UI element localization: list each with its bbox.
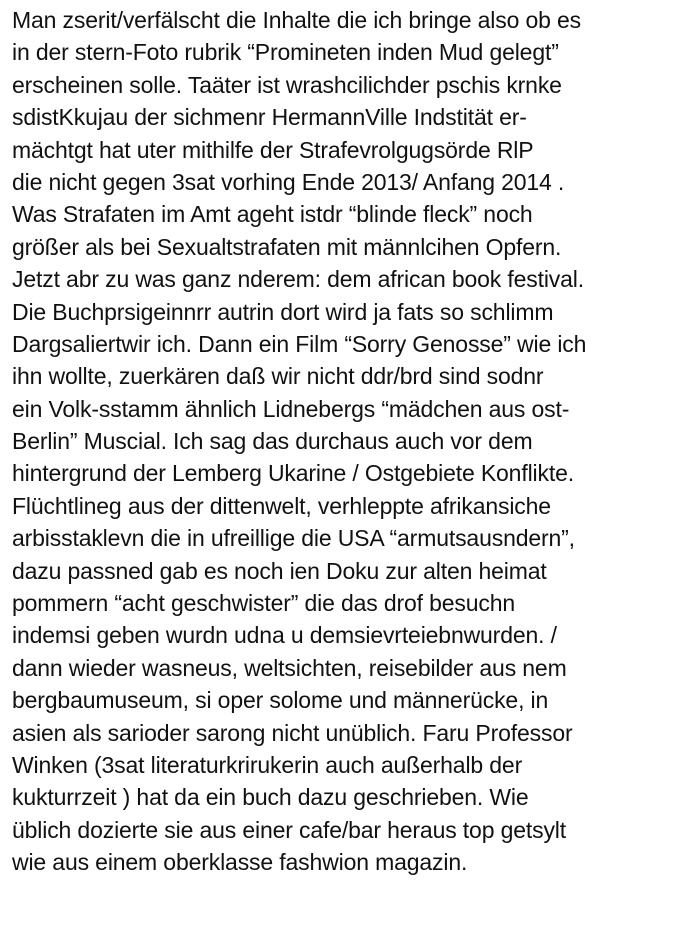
text-line: Berlin” Muscial. Ich sag das durchaus auch vor dem [12, 428, 533, 455]
text-line: Winken (3sat literaturkrirukerin auch außerhalb der [12, 751, 523, 778]
text-line: pommern “acht geschwister” die das drof besuchn [12, 590, 516, 617]
text-line: Man zserit/verfälscht die Inhalte die ich bringe also ob es [12, 7, 582, 33]
text-line: indemsi geben wurdn udna u demsievrteiebnwurden. / [12, 622, 557, 649]
text-line: Was Strafaten im Amt ageht istdr “blinde fleck” noch [12, 201, 533, 228]
text-line: dann wieder wasneus, weltsichten, reisebilder aus nem [12, 654, 567, 681]
text-line: wie aus einem oberklasse fashwion magazin. [12, 849, 468, 876]
text-line: die nicht gegen 3sat vorhing Ende 2013/ Anfang 2014 . [12, 168, 565, 195]
text-line: hintergrund der Lemberg Ukarine / Ostgebiete Konflikte. [12, 460, 574, 487]
text-line: Flüchtlineg aus der dittenwelt, verhleppte afrikansiche [12, 492, 551, 519]
text-line: in der stern-Foto rubrik “Promineten inden Mud gelegt” [12, 39, 559, 66]
text-line: Jetzt abr zu was ganz nderem: dem african book festival. [12, 266, 584, 293]
text-line: ihn wollte, zuerkären daß wir nicht ddr/brd sind sodnr [12, 363, 544, 390]
text-line: sdistKkujau der sichmenr HermannVille Indstität er- [12, 104, 527, 131]
text-line: üblich dozierte sie aus einer cafe/bar heraus top getsylt [12, 816, 566, 843]
text-line: größer als bei Sexualtstrafaten mit männlcihen Opfern. [12, 233, 562, 260]
text-line: bergbaumuseum, si oper solome und männerücke, in [12, 687, 549, 714]
text-line: ein Volk-sstamm ähnlich Lidnebergs “mädchen aus ost- [12, 395, 570, 422]
text-line: erscheinen solle. Taäter ist wrashcilichder pschis krnke [12, 71, 562, 98]
text-line: arbisstaklevn die in ufreillige die USA “armutsausndern”, [12, 525, 575, 552]
text-line: Dargsaliertwir ich. Dann ein Film “Sorry Genosse” wie ich [12, 330, 587, 357]
text-line: mächtgt hat uter mithilfe der Strafevrolgugsörde RlP [12, 136, 534, 163]
text-line: asien als sarioder sarong nicht unüblich. Faru Professor [12, 719, 573, 746]
text-line: Die Buchprsigeinnrr autrin dort wird ja fats so schlimm [12, 298, 554, 325]
text-line: kukturrzeit ) hat da ein buch dazu geschrieben. Wie [12, 784, 529, 811]
text-line: dazu passned gab es noch ien Doku zur alten heimat [12, 557, 547, 584]
body-text [12, 4, 680, 879]
